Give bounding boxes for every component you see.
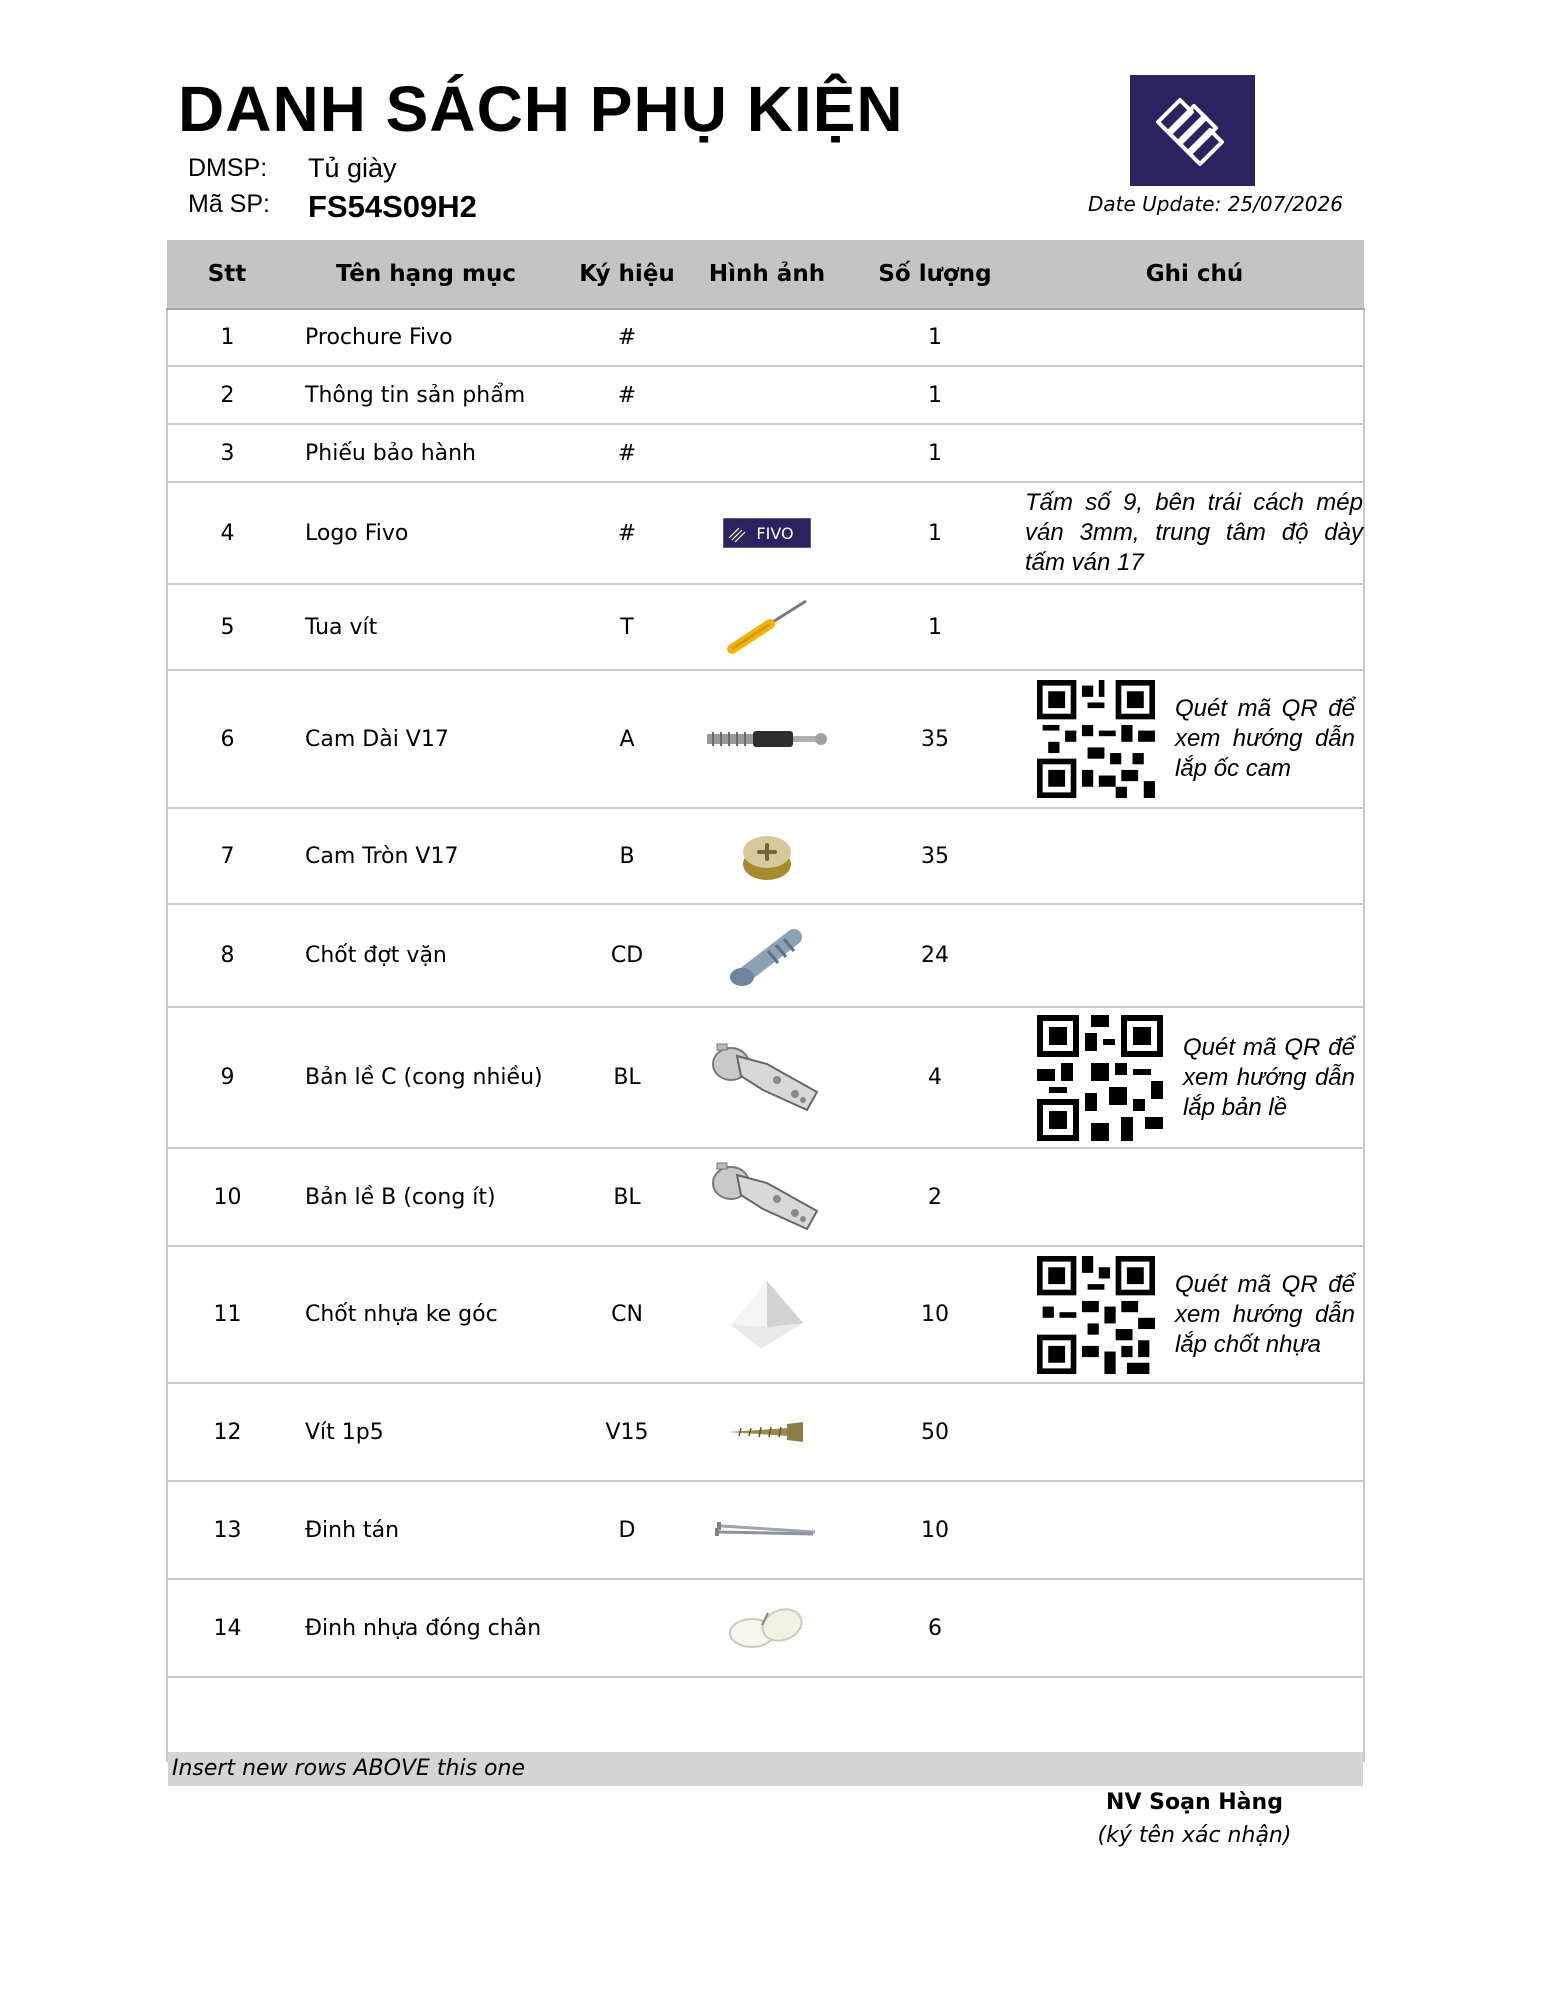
cell-note <box>1025 309 1364 366</box>
cell-qty: 10 <box>845 1481 1025 1579</box>
table-row <box>167 808 1364 904</box>
cell-stt: 1 <box>167 309 287 366</box>
cell-stt: 5 <box>167 584 287 670</box>
cell-image <box>689 366 845 424</box>
nails-image <box>715 1518 819 1542</box>
plastic-foot-nail-image <box>722 1603 812 1653</box>
accessory-table <box>166 240 1365 1762</box>
cell-name: Chốt nhựa ke góc <box>287 1246 565 1383</box>
cell-stt: 4 <box>167 482 287 584</box>
cell-code: # <box>565 424 689 482</box>
cell-note <box>1025 1148 1364 1246</box>
cell-qty: 4 <box>845 1007 1025 1148</box>
table-row <box>167 904 1364 1007</box>
masp-value: FS54S09H2 <box>308 189 477 224</box>
masp-label: Mã SP: <box>188 190 270 218</box>
cell-name: Phiếu bảo hành <box>287 424 565 482</box>
cell-image <box>689 670 845 808</box>
cell-image <box>689 309 845 366</box>
cell-name: Cam Dài V17 <box>287 670 565 808</box>
qr-instruction-text: Quét mã QR để xem hướng dẫn lắp ốc cam <box>1175 695 1355 782</box>
table-row <box>167 670 1364 808</box>
cell-stt: 10 <box>167 1148 287 1246</box>
screw-image <box>727 1420 807 1444</box>
cell-code: CD <box>565 904 689 1007</box>
table-row <box>167 1148 1364 1246</box>
table-row <box>167 1481 1364 1579</box>
cell-stt: 9 <box>167 1007 287 1148</box>
cell-image <box>689 1246 845 1383</box>
cell-stt: 2 <box>167 366 287 424</box>
table-row <box>167 1383 1364 1481</box>
cell-name: Bản lề C (cong nhiều) <box>287 1007 565 1148</box>
cell-image <box>689 482 845 584</box>
cell-qty: 1 <box>845 366 1025 424</box>
cell-note <box>1025 808 1364 904</box>
insert-row-hint <box>168 1752 1363 1786</box>
hinge-image <box>707 1157 827 1237</box>
cell-code: # <box>565 309 689 366</box>
plastic-corner-image <box>727 1275 807 1355</box>
cell-stt: 14 <box>167 1579 287 1677</box>
table-row <box>167 584 1364 670</box>
cell-name: Đinh tán <box>287 1481 565 1579</box>
col-note: Ghi chú <box>1025 240 1364 309</box>
cell-stt: 7 <box>167 808 287 904</box>
cell-qty: 1 <box>845 424 1025 482</box>
cell-note <box>1025 424 1364 482</box>
cell-note <box>1025 584 1364 670</box>
round-cam-image <box>739 828 795 884</box>
col-image: Hình ảnh <box>689 240 845 309</box>
cell-note <box>1025 1579 1364 1677</box>
cell-code <box>565 1579 689 1677</box>
cell-image <box>689 904 845 1007</box>
cell-qty: 35 <box>845 808 1025 904</box>
signer-note: (ký tên xác nhận) <box>1097 1823 1292 1848</box>
cell-name: Chốt đợt vặn <box>287 904 565 1007</box>
dmsp-value: Tủ giày <box>308 153 397 183</box>
cell-stt: 8 <box>167 904 287 1007</box>
cell-note <box>1025 1383 1364 1481</box>
table-row <box>167 482 1364 584</box>
table-row <box>167 1007 1364 1148</box>
cell-code: # <box>565 366 689 424</box>
cell-qty: 50 <box>845 1383 1025 1481</box>
cell-name: Logo Fivo <box>287 482 565 584</box>
cell-image <box>689 584 845 670</box>
col-stt: Stt <box>167 240 287 309</box>
cell-note <box>1025 1007 1364 1148</box>
insert-row-hint-text: Insert new rows ABOVE this one <box>172 1756 525 1781</box>
cell-code: BL <box>565 1148 689 1246</box>
col-name: Tên hạng mục <box>287 240 565 309</box>
cell-stt: 3 <box>167 424 287 482</box>
cell-code: CN <box>565 1246 689 1383</box>
cell-name: Vít 1p5 <box>287 1383 565 1481</box>
cell-qty: 10 <box>845 1246 1025 1383</box>
page-title: DANH SÁCH PHỤ KIỆN <box>178 73 904 145</box>
cell-image <box>689 1383 845 1481</box>
dmsp-label: DMSP: <box>188 154 268 182</box>
empty-row <box>167 1677 1364 1761</box>
cell-note: Tấm số 9, bên trái cách mép ván 3mm, trung tâm độ dày tấm ván 17 <box>1025 482 1364 584</box>
cell-name: Tua vít <box>287 584 565 670</box>
cell-qty: 1 <box>845 482 1025 584</box>
qr-code-icon <box>1037 680 1155 798</box>
cell-code: BL <box>565 1007 689 1148</box>
cell-name: Cam Tròn V17 <box>287 808 565 904</box>
cell-qty: 24 <box>845 904 1025 1007</box>
hinge-image <box>707 1038 827 1118</box>
date-update: Date Update: 25/07/2026 <box>1088 192 1343 216</box>
long-cam-image <box>705 724 829 754</box>
cell-name: Prochure Fivo <box>287 309 565 366</box>
cell-code: A <box>565 670 689 808</box>
signer-title: NV Soạn Hàng <box>1106 1790 1283 1815</box>
fivo-logo-image <box>723 518 811 548</box>
fivo-logo-text: FIVO <box>756 524 794 543</box>
cell-code: # <box>565 482 689 584</box>
cell-name: Đinh nhựa đóng chân <box>287 1579 565 1677</box>
cell-image <box>689 1481 845 1579</box>
cell-stt: 12 <box>167 1383 287 1481</box>
cell-image <box>689 1148 845 1246</box>
cell-qty: 35 <box>845 670 1025 808</box>
cell-note <box>1025 904 1364 1007</box>
cell-note <box>1025 1481 1364 1579</box>
qr-code-icon <box>1037 1256 1155 1374</box>
cell-image <box>689 808 845 904</box>
cell-code: D <box>565 1481 689 1579</box>
cell-note <box>1025 1246 1364 1383</box>
screwdriver-image <box>722 597 812 657</box>
shelf-pin-image <box>724 921 810 991</box>
table-row <box>167 309 1364 366</box>
table-row <box>167 1579 1364 1677</box>
qr-instruction-text: Quét mã QR để xem hướng dẫn lắp bản lề <box>1183 1033 1355 1121</box>
cell-stt: 11 <box>167 1246 287 1383</box>
table-row <box>167 366 1364 424</box>
cell-name: Bản lề B (cong ít) <box>287 1148 565 1246</box>
cell-name: Thông tin sản phẩm <box>287 366 565 424</box>
cell-code: B <box>565 808 689 904</box>
signature-block <box>1062 1786 1327 1848</box>
qr-instruction-text: Quét mã QR để xem hướng dẫn lắp chốt nhựa <box>1175 1270 1355 1358</box>
brand-logo-icon <box>1130 75 1255 186</box>
cell-image <box>689 424 845 482</box>
cell-stt: 13 <box>167 1481 287 1579</box>
col-code: Ký hiệu <box>565 240 689 309</box>
cell-image <box>689 1579 845 1677</box>
cell-code: T <box>565 584 689 670</box>
table-row <box>167 424 1364 482</box>
cell-image <box>689 1007 845 1148</box>
cell-code: V15 <box>565 1383 689 1481</box>
cell-note <box>1025 670 1364 808</box>
table-header-row <box>167 240 1364 309</box>
qr-code-icon <box>1037 1015 1163 1141</box>
cell-qty: 6 <box>845 1579 1025 1677</box>
col-qty: Số lượng <box>845 240 1025 309</box>
table-row <box>167 1246 1364 1383</box>
cell-qty: 2 <box>845 1148 1025 1246</box>
cell-qty: 1 <box>845 584 1025 670</box>
cell-qty: 1 <box>845 309 1025 366</box>
cell-note <box>1025 366 1364 424</box>
cell-stt: 6 <box>167 670 287 808</box>
